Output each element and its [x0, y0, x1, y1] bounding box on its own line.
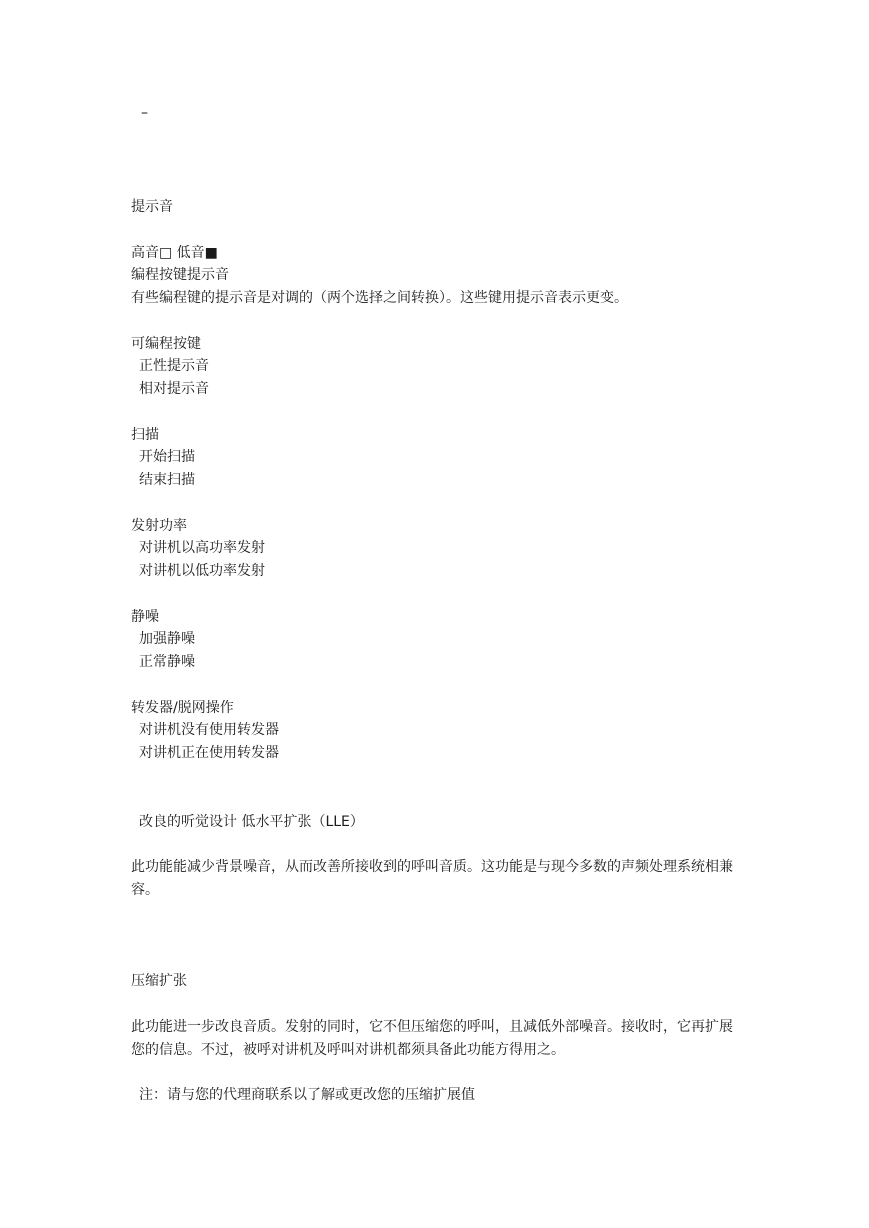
tone-heading: 提示音 — [131, 199, 173, 215]
section-title-repeater: 转发器/脱网操作 — [131, 700, 234, 716]
compand-heading: 压缩扩张 — [131, 973, 187, 989]
lle-description: 此功能能减少背景噪音，从而改善所接收到的呼叫音质。这功能是与现今多数的声频处理系统相兼容。 — [131, 859, 733, 898]
section-title-programmable-keys: 可编程按键 — [131, 336, 201, 352]
section-item: 结束扫描 — [139, 472, 195, 488]
section-item: 相对提示音 — [139, 381, 209, 397]
section-item: 开始扫描 — [139, 449, 195, 465]
section-item: 对讲机以低功率发射 — [139, 563, 265, 579]
compand-note: 注：请与您的代理商联系以了解或更改您的压缩扩展值 — [139, 1087, 475, 1103]
tone-legend: 高音□ 低音■ — [131, 245, 218, 261]
section-title-squelch: 静噪 — [131, 609, 159, 625]
dash-mark: – — [141, 105, 148, 121]
section-item: 对讲机正在使用转发器 — [139, 745, 279, 761]
prog-key-tone-desc: 有些编程键的提示音是对调的（两个选择之间转换）。这些键用提示音表示更变。 — [131, 290, 628, 306]
lle-heading: 改良的听觉设计 低水平扩张（LLE） — [139, 814, 364, 830]
prog-key-tone-heading: 编程按键提示音 — [131, 267, 229, 283]
section-item: 对讲机以高功率发射 — [139, 540, 265, 556]
section-item: 正常静噪 — [139, 654, 195, 670]
section-title-tx-power: 发射功率 — [131, 518, 187, 534]
section-item: 正性提示音 — [139, 358, 209, 374]
section-item: 对讲机没有使用转发器 — [139, 722, 279, 738]
section-item: 加强静噪 — [139, 631, 195, 647]
section-title-scan: 扫描 — [131, 427, 159, 443]
compand-description: 此功能进一步改良音质。发射的同时，它不但压缩您的呼叫，且减低外部噪音。接收时，它再扩展您的信息。不过，被呼对讲机及呼叫对讲机都须具备此功能方得用之。 — [131, 1019, 733, 1058]
